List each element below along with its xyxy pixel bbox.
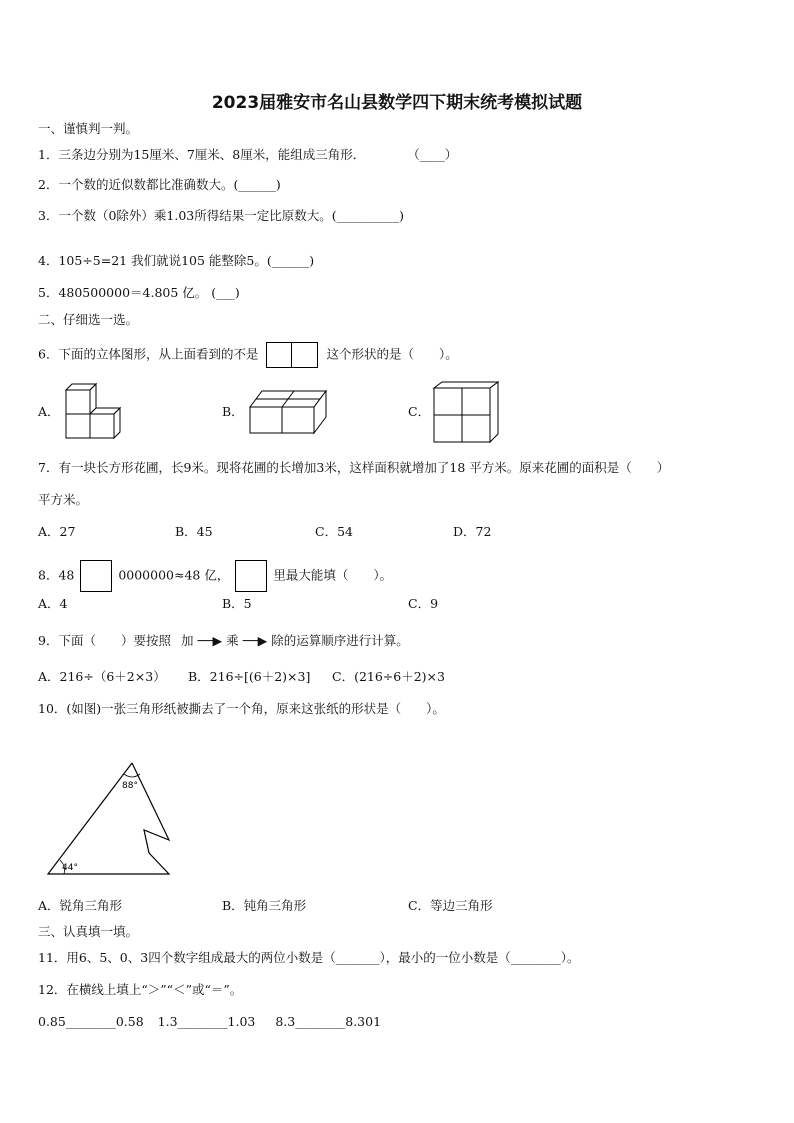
q10-option-a[interactable]: A．锐角三角形 — [38, 898, 123, 913]
q10-option-b[interactable]: B．钝角三角形 — [222, 898, 307, 913]
op-multiply: 乘 — [226, 633, 239, 648]
question-3: 3．一个数（0除外）乘1.03所得结果一定比原数大。(__________) — [38, 208, 404, 223]
question-8-part1: 8．48 — [38, 567, 75, 583]
q8-option-b[interactable]: B．5 — [222, 596, 252, 611]
angle-label-left: 44° — [62, 863, 78, 873]
question-9 — [38, 633, 409, 649]
q7-option-b[interactable]: B．45 — [175, 524, 213, 539]
q8-option-c[interactable]: C．9 — [408, 596, 439, 611]
question-6-post: 这个形状的是（ ）。 — [326, 346, 458, 362]
answer-blank-1[interactable]: （____） — [407, 147, 458, 162]
section-heading-2: 二、仔细选一选。 — [38, 312, 139, 327]
q10-option-c[interactable]: C．等边三角形 — [408, 898, 493, 913]
question-6-pre: 6．下面的立体图形，从上面看到的不是 — [38, 346, 259, 362]
question-12: 12．在横线上填上“＞”“＜”或“＝”。 — [38, 982, 243, 997]
question-7-line2: 平方米。 — [38, 492, 89, 507]
cube-figure-b — [248, 389, 330, 437]
question-5: 5．480500000＝4.805 亿。 (___) — [38, 285, 240, 300]
op-add: 加 — [180, 633, 194, 648]
cube-figure-a — [62, 380, 128, 442]
q6-option-a[interactable]: A． — [38, 404, 60, 419]
q6-option-c[interactable]: C． — [408, 404, 431, 419]
question-2: 2．一个数的近似数都比准确数大。(______) — [38, 177, 281, 192]
q7-option-d[interactable]: D．72 — [453, 524, 492, 539]
question-4: 4．105÷5=21 我们就说105 能整除5。(______) — [38, 253, 315, 268]
q7-option-a[interactable]: A．27 — [38, 524, 76, 539]
page-title: 2023届雅安市名山县数学四下期末统考模拟试题 — [211, 93, 583, 113]
question-1-text: 1．三条边分别为15厘米、7厘米、8厘米，能组成三角形． — [38, 147, 366, 162]
q7-option-c[interactable]: C．54 — [315, 524, 353, 539]
digit-box-2[interactable] — [235, 560, 267, 592]
digit-box-1[interactable] — [80, 560, 112, 592]
q9-option-a[interactable]: A．216÷（6＋2×3） — [38, 669, 166, 684]
arrow-right-icon: ──▶ — [242, 633, 268, 648]
two-square-shape — [266, 342, 318, 368]
question-9-post: 除的运算顺序进行计算。 — [271, 633, 409, 648]
compare-item-3[interactable]: 8.3________8.301 — [275, 1014, 382, 1029]
question-9-pre: 9．下面（ ）要按照 — [38, 633, 171, 648]
compare-item-2[interactable]: 1.3________1.03 — [157, 1014, 256, 1029]
q9-option-c[interactable]: C．(216÷6＋2)×3 — [332, 669, 445, 684]
q9-option-b[interactable]: B．216÷[(6＋2)×3] — [188, 669, 311, 684]
cube-figure-c — [432, 380, 500, 444]
question-8-part2: 0000000≈48 亿， — [118, 567, 230, 583]
question-7-line1: 7．有一块长方形花圃，长9米。现将花圃的长增加3米，这样面积就增加了18 平方米。原来花圃的面积是（ ） — [38, 460, 670, 475]
question-8 — [38, 560, 392, 592]
q8-option-a[interactable]: A．4 — [38, 596, 68, 611]
question-1 — [38, 147, 457, 163]
section-heading-3: 三、认真填一填。 — [38, 924, 139, 939]
question-8-part3: 里最大能填（ ）。 — [273, 567, 393, 583]
torn-triangle-figure — [40, 758, 175, 880]
angle-label-top: 88° — [122, 781, 138, 791]
arrow-right-icon: ──▶ — [197, 633, 223, 648]
q6-option-b[interactable]: B． — [222, 404, 244, 419]
question-12-items — [38, 1014, 381, 1030]
question-10: 10．(如图)一张三角形纸被撕去了一个角，原来这张纸的形状是（ ）。 — [38, 701, 445, 716]
question-6 — [38, 342, 458, 368]
section-heading-1: 一、谨慎判一判。 — [38, 121, 139, 136]
compare-item-1[interactable]: 0.85________0.58 — [38, 1014, 144, 1029]
question-11: 11．用6、5、0、3四个数字组成最大的两位小数是（_______），最小的一位小数是（________）。 — [38, 950, 580, 965]
